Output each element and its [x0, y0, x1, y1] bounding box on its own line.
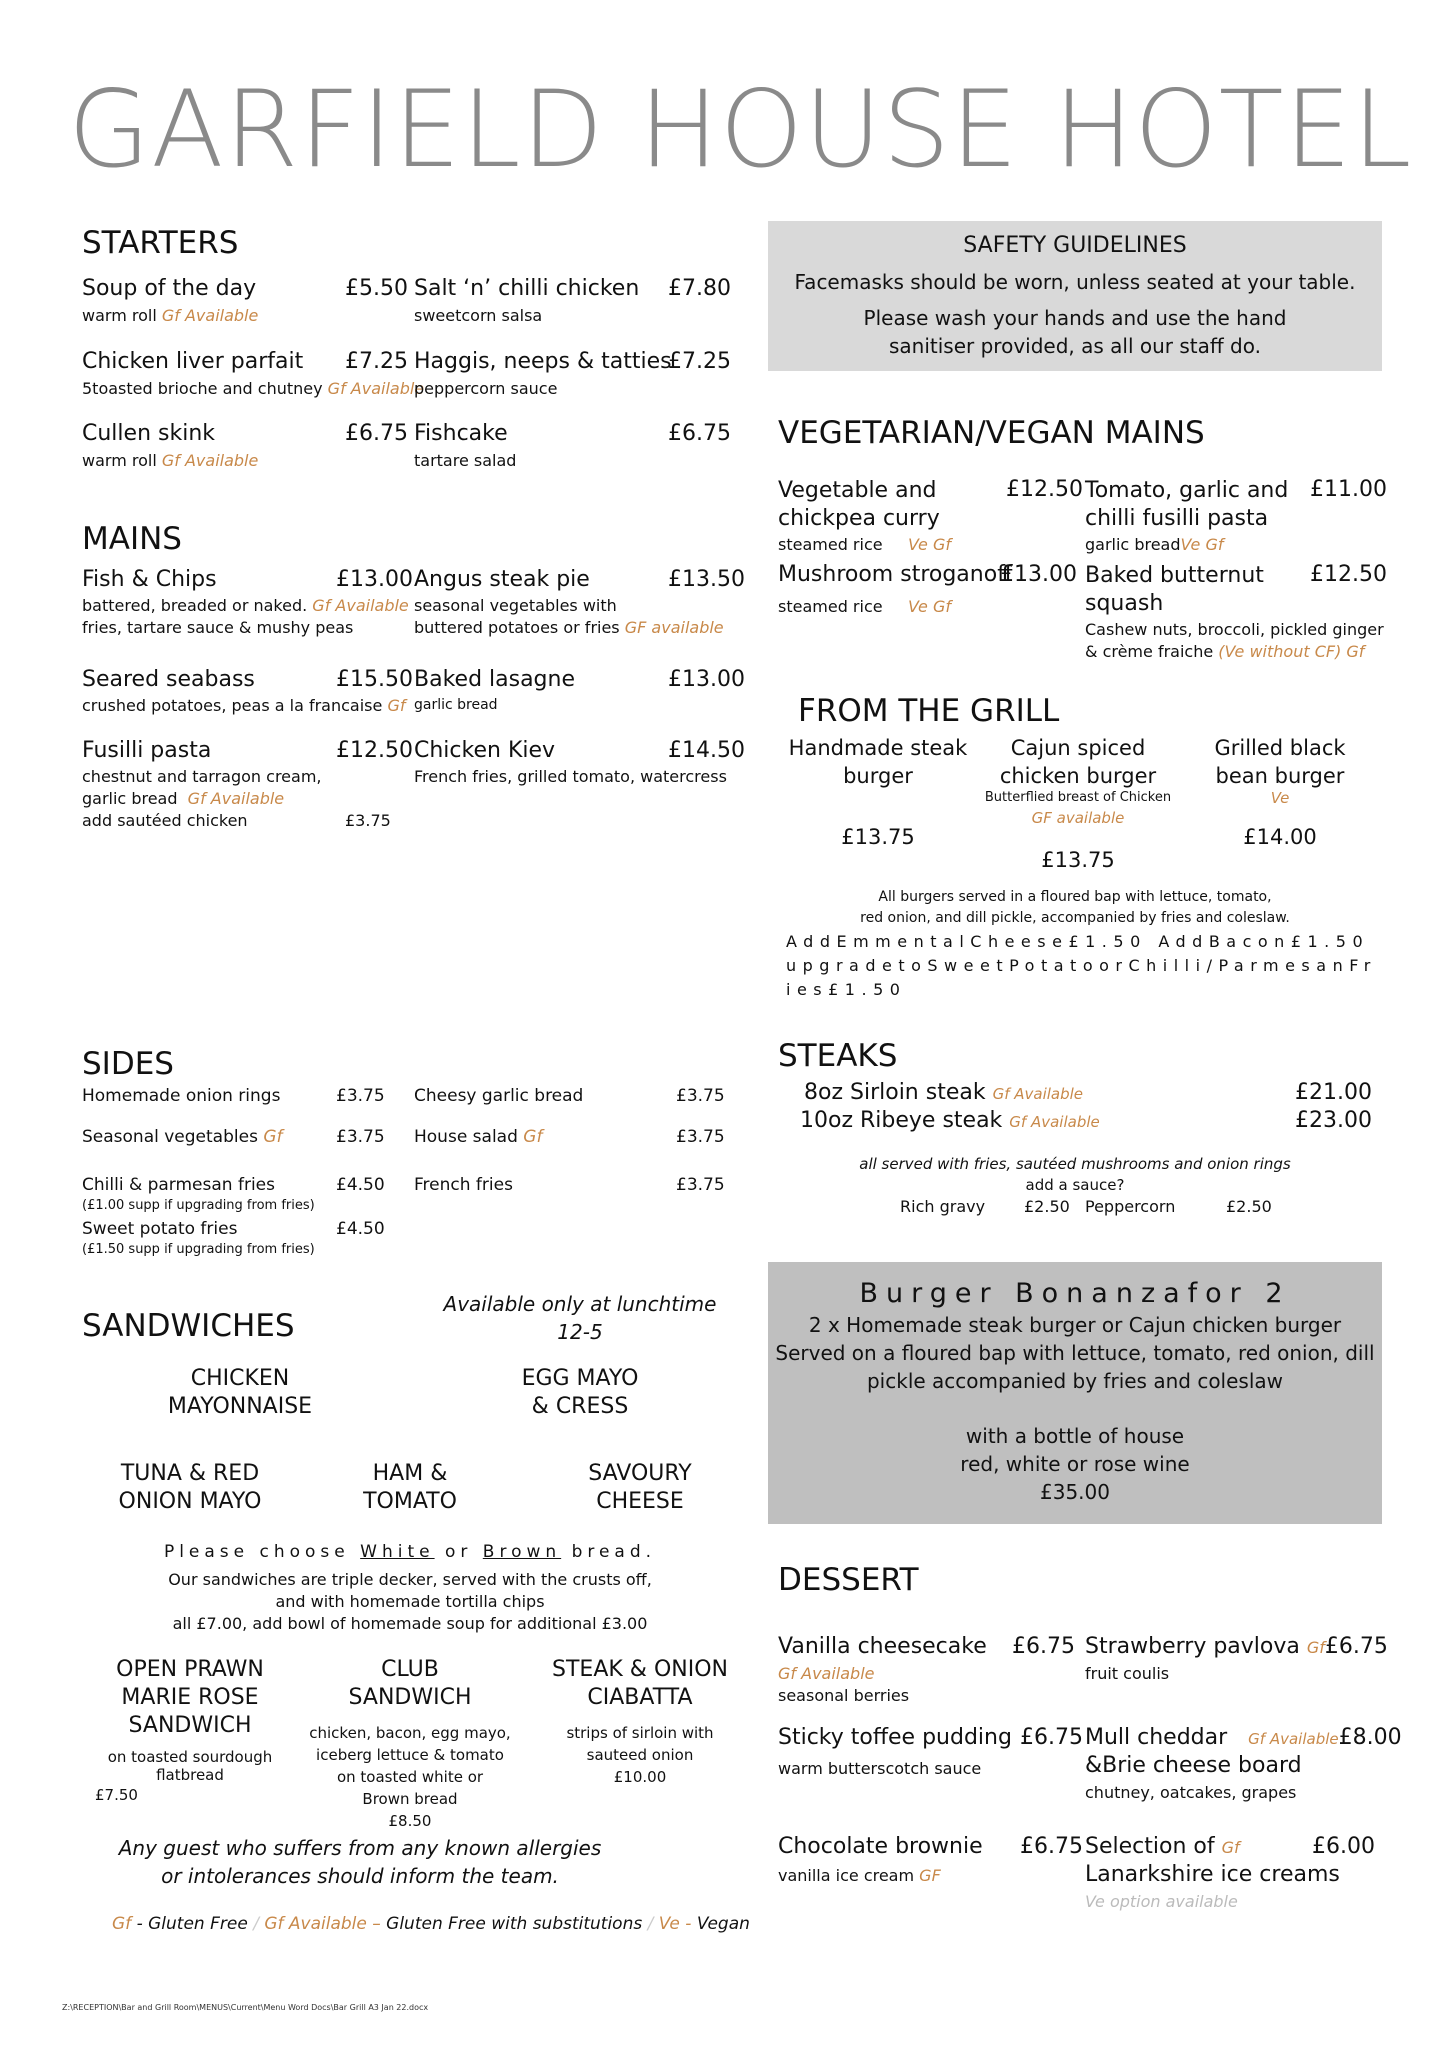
dessert-name: Strawberry pavlova Gf£6.75 — [1085, 1634, 1388, 1659]
sandwich-availability — [430, 1290, 730, 1346]
main-desc: buttered potatoes or fries GF available — [414, 618, 724, 637]
sandwich-egg-mayo: EGG MAYO & CRESS — [521, 1366, 639, 1419]
dessert-price: £6.75 — [1012, 1634, 1075, 1659]
veg-desc: garlic breadVe Gf — [1085, 535, 1224, 554]
veg-fusilli-name: Tomato, garlic and chilli fusilli pasta — [1085, 478, 1289, 531]
starter-price: £6.75 — [345, 421, 408, 446]
main-desc: add sautéed chicken — [82, 811, 248, 830]
grill-price: £13.75 — [1041, 848, 1115, 872]
main-name: Chicken Kiev — [414, 738, 556, 763]
main-name: Baked lasagne — [414, 667, 576, 692]
side-note: (£1.00 supp if upgrading from fries) — [82, 1198, 315, 1213]
allergy-note: Any guest who suffers from any known allergies or intolerances should inform the team. — [118, 1836, 602, 1888]
starter-price: £7.80 — [668, 276, 731, 301]
grill-desc: Butterflied breast of Chicken — [984, 790, 1172, 805]
safety-heading: SAFETY GUIDELINES — [963, 233, 1187, 258]
side-name: Seasonal vegetables Gf — [82, 1127, 283, 1147]
grill-heading: FROM THE GRILL — [798, 693, 1060, 729]
starter-price: £5.50 — [345, 276, 408, 301]
safety-box — [768, 221, 1382, 371]
safety-line: Facemasks should be worn, unless seated at your table. — [794, 270, 1356, 294]
sandwich-club-desc: chicken, bacon, egg mayo, iceberg lettuce & tomato on toasted white or Brown bread £8.50 — [309, 1724, 511, 1830]
safety-line: Please wash your hands and use the hand — [863, 306, 1287, 330]
hotel-title: GARFIELD HOUSE HOTEL — [68, 68, 1413, 191]
main-desc: battered, breaded or naked. Gf Available — [82, 596, 409, 615]
sandwich-steak-desc: strips of sirloin with sauteed onion £10.00 — [566, 1724, 714, 1786]
bonanza-line: 2 x Homemade steak burger or Cajun chicken burger — [808, 1313, 1342, 1337]
dessert-price: £6.75 — [1020, 1725, 1083, 1750]
bonanza-line: pickle accompanied by fries and coleslaw — [866, 1369, 1283, 1393]
veg-heading: VEGETARIAN/VEGAN MAINS — [778, 415, 1205, 451]
dessert-name: Chocolate brownie — [778, 1834, 983, 1859]
safety-line: sanitiser provided, as all our staff do. — [889, 334, 1261, 358]
sandwiches-heading: SANDWICHES — [82, 1308, 295, 1344]
bonanza-price: £35.00 — [1040, 1480, 1110, 1504]
dessert-price: £6.75 — [1020, 1834, 1083, 1859]
grill-tag: GF available — [1031, 809, 1125, 827]
dessert-name: Sticky toffee pudding — [778, 1725, 1012, 1750]
main-desc: fries, tartare sauce & mushy peas — [82, 618, 354, 637]
bonanza-heading: Burger Bonanzafor 2 — [859, 1278, 1291, 1309]
grill-extras: AddEmmentalCheese£1.50 AddBacon£1.50 upgradetoSweetPotatoorChilli/ParmesanFr ies£1.50 — [786, 932, 1377, 999]
main-price: £15.50 — [336, 667, 413, 692]
side-price: £3.75 — [676, 1175, 725, 1195]
side-name: Homemade onion rings — [82, 1086, 281, 1106]
veg-price: £13.00 — [1000, 562, 1077, 587]
starter-price: £7.25 — [668, 349, 731, 374]
main-price: £14.50 — [668, 738, 745, 763]
main-name: Seared seabass — [82, 667, 255, 692]
side-name: Chilli & parmesan fries — [82, 1175, 275, 1195]
veg-desc: steamed rice Ve Gf — [778, 535, 951, 554]
main-add-price: £3.75 — [345, 811, 391, 830]
sandwich-steak: STEAK & ONION CIABATTA — [552, 1657, 728, 1710]
side-name: House salad Gf — [414, 1127, 543, 1147]
starter-desc: tartare salad — [414, 451, 517, 470]
sauce-pepper: Peppercorn — [1085, 1197, 1176, 1216]
dessert-name: Lanarkshire ice creams — [1085, 1862, 1340, 1887]
dessert-heading: DESSERT — [778, 1562, 919, 1598]
sides-heading: SIDES — [82, 1046, 174, 1082]
starter-name: Salt ‘n’ chilli chicken — [414, 276, 640, 301]
sandwich-cheese: SAVOURY CHEESE — [588, 1461, 692, 1514]
side-name: Sweet potato fries — [82, 1219, 238, 1239]
steak-price: £23.00 — [1295, 1108, 1372, 1133]
bread-choice: Please choose White or Brown bread. — [163, 1542, 657, 1562]
dessert-name: Mull cheddar Gf Available£8.00 — [1085, 1725, 1402, 1750]
side-name: French fries — [414, 1175, 513, 1195]
starter-name: Cullen skink — [82, 421, 215, 446]
bonanza-line: with a bottle of house — [965, 1424, 1185, 1448]
sandwich-ham: HAM & TOMATO — [363, 1461, 457, 1514]
sandwich-note: Our sandwiches are triple decker, served with the crusts off, and with homemade tortilla chips all £7.00, add bowl of homemade soup for additional £3.00 — [168, 1570, 652, 1633]
dessert-name: Vanilla cheesecake — [778, 1634, 987, 1659]
main-price: £12.50 — [336, 738, 413, 763]
veg-desc: Cashew nuts, broccoli, pickled ginger — [1085, 620, 1384, 639]
veg-name: Mushroom stroganoff — [778, 562, 1013, 587]
starter-price: £7.25 — [345, 349, 408, 374]
starter-desc: sweetcorn salsa — [414, 306, 543, 325]
main-price: £13.50 — [668, 567, 745, 592]
side-price: £4.50 — [336, 1175, 385, 1195]
sandwich-prawn: OPEN PRAWN MARIE ROSE SANDWICH — [116, 1657, 264, 1738]
main-name: Fish & Chips — [82, 567, 217, 592]
dessert-desc: seasonal berries — [778, 1686, 910, 1705]
main-name: Angus steak pie — [414, 567, 590, 592]
side-price: £3.75 — [336, 1127, 385, 1147]
main-name: Fusilli pasta — [82, 738, 212, 763]
grill-note: All burgers served in a floured bap with lettuce, tomato, red onion, and dill pickle, accompanied by fries and coleslaw. — [860, 889, 1290, 926]
veg-price: £12.50 — [1006, 477, 1083, 502]
sandwich-tuna: TUNA & RED ONION MAYO — [118, 1461, 262, 1514]
side-price: £3.75 — [676, 1086, 725, 1106]
veg-curry-name: Vegetable and chickpea curry — [778, 478, 940, 531]
veg-desc: steamed rice Ve Gf — [778, 597, 951, 616]
bonanza-line: red, white or rose wine — [960, 1452, 1190, 1476]
veg-price: £11.00 — [1310, 477, 1387, 502]
veg-desc: & crème fraiche (Ve without CF) Gf — [1085, 642, 1365, 661]
dessert-desc: chutney, oatcakes, grapes — [1085, 1783, 1297, 1802]
bonanza-line: Served on a floured bap with lettuce, tomato, red onion, dill — [775, 1341, 1375, 1365]
starter-desc: peppercorn sauce — [414, 379, 558, 398]
sauce-gravy: Rich gravy — [900, 1197, 986, 1216]
sandwich-club: CLUB SANDWICH — [348, 1657, 472, 1710]
dessert-desc: warm butterscotch sauce — [778, 1759, 982, 1778]
dessert-note: Ve option available — [1085, 1892, 1238, 1911]
veg-squash-name: Baked butternut squash — [1085, 563, 1264, 616]
sandwich-chicken-mayo: CHICKEN MAYONNAISE — [167, 1366, 313, 1419]
starter-name: Soup of the day — [82, 276, 257, 301]
steaks-heading: STEAKS — [778, 1038, 898, 1074]
main-price: £13.00 — [336, 567, 413, 592]
main-desc: seasonal vegetables with — [414, 596, 617, 615]
starter-desc: warm roll Gf Available — [82, 451, 259, 470]
main-desc: garlic bread Gf Available — [82, 789, 285, 808]
grill-burger: Grilled black bean burger — [1214, 736, 1346, 788]
steak-price: £21.00 — [1295, 1080, 1372, 1105]
veg-price: £12.50 — [1310, 562, 1387, 587]
starter-desc: 5toasted brioche and chutney Gf Available — [82, 379, 425, 398]
mains-heading: MAINS — [82, 521, 182, 557]
main-desc: French fries, grilled tomato, watercress — [414, 767, 727, 786]
dessert-name: &Brie cheese board — [1085, 1753, 1302, 1778]
starters-heading: STARTERS — [82, 225, 239, 261]
dessert-name: Selection of Gf — [1085, 1834, 1240, 1859]
sauce-question: add a sauce? — [1025, 1176, 1125, 1194]
starter-name: Haggis, neeps & tatties — [414, 349, 672, 374]
availability-hours: 12-5 — [557, 1320, 603, 1344]
grill-price: £14.00 — [1243, 825, 1317, 849]
grill-burger: Handmade steak burger — [788, 736, 968, 788]
main-price: £13.00 — [668, 667, 745, 692]
dessert-price: £6.00 — [1312, 1834, 1375, 1859]
steak-note: all served with fries, sautéed mushrooms and onion rings — [859, 1155, 1291, 1173]
burger-bonanza-box — [768, 1262, 1382, 1524]
footer-file-path: Z:\RECEPTION\Bar and Grill Room\MENUS\Current\Menu Word Docs\Bar Grill A3 Jan 22.docx — [62, 2003, 429, 2012]
side-price: £3.75 — [676, 1127, 725, 1147]
starter-name: Fishcake — [414, 421, 508, 446]
side-price: £3.75 — [336, 1086, 385, 1106]
dessert-desc: vanilla ice cream GF — [778, 1866, 941, 1885]
grill-price: £13.75 — [841, 825, 915, 849]
availability-line: Available only at lunchtime — [443, 1292, 717, 1316]
steak-name: 10oz Ribeye steak Gf Available — [800, 1108, 1100, 1133]
grill-tag: Ve — [1270, 789, 1290, 807]
main-desc: chestnut and tarragon cream, — [82, 767, 322, 786]
steak-name: 8oz Sirloin steak Gf Available — [804, 1080, 1084, 1105]
dessert-tag: Gf Available — [778, 1664, 875, 1683]
sandwich-prawn-desc: on toasted sourdough flatbread — [107, 1748, 273, 1784]
starter-name: Chicken liver parfait — [82, 349, 304, 374]
main-desc: crushed potatoes, peas a la francaise Gf — [82, 696, 406, 715]
grill-burger: Cajun spiced chicken burger — [999, 736, 1157, 788]
sauce-price: £2.50 — [1024, 1197, 1070, 1216]
side-name: Cheesy garlic bread — [414, 1086, 584, 1106]
side-price: £4.50 — [336, 1219, 385, 1239]
side-note: (£1.50 supp if upgrading from fries) — [82, 1242, 315, 1257]
starter-price: £6.75 — [668, 421, 731, 446]
dietary-legend: Gf - Gluten Free / Gf Available – Gluten Free with substitutions / Ve - Vegan — [112, 1914, 750, 1934]
main-desc: garlic bread — [414, 697, 498, 713]
sandwich-prawn-price: £7.50 — [95, 1786, 138, 1804]
dessert-desc: fruit coulis — [1085, 1664, 1170, 1683]
starter-desc: warm roll Gf Available — [82, 306, 259, 325]
sauce-price: £2.50 — [1226, 1197, 1272, 1216]
